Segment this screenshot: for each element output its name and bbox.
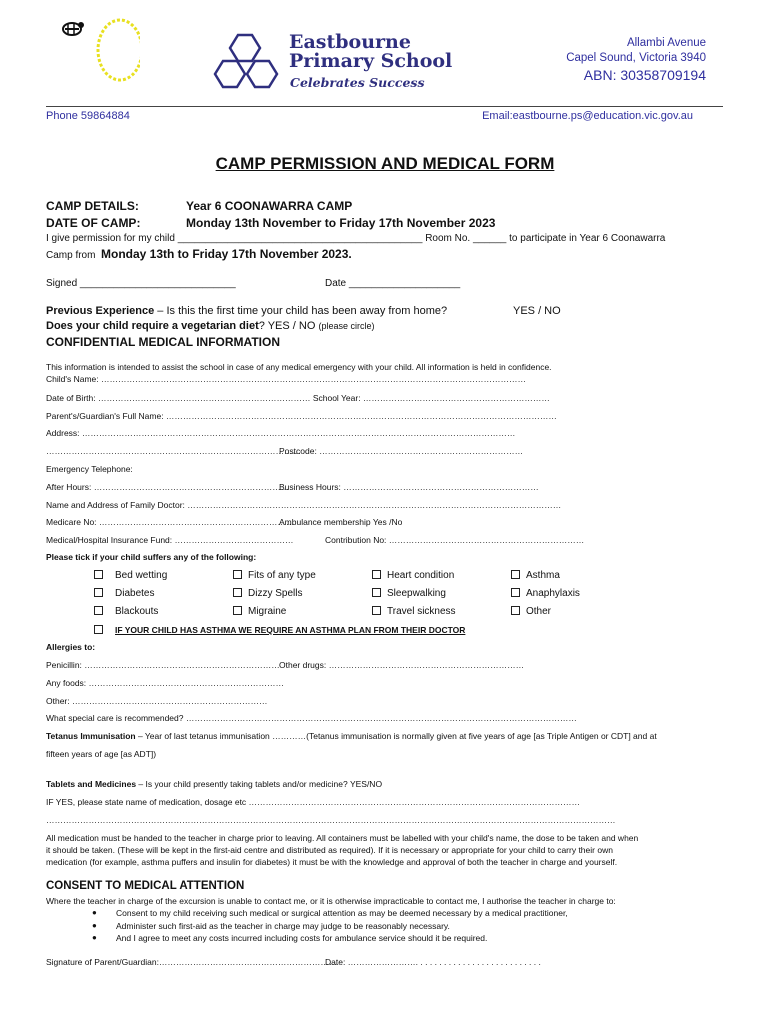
consent-heading: CONSENT TO MEDICAL ATTENTION	[46, 880, 245, 892]
checkbox-icon	[94, 570, 103, 579]
camp-details-label: CAMP DETAILS:	[46, 199, 139, 213]
vegetarian-question	[46, 320, 374, 332]
vegetarian-answer[interactable]: ? YES / NO	[258, 320, 319, 332]
consent-intro: Where the teacher in charge of the excursion is unable to contact me, or it is otherwise impracticable to contact me, I authorise the teacher in charge to:	[46, 896, 616, 906]
checkbox-diabetes[interactable]	[94, 588, 154, 599]
asthma-plan-notice: IF YOUR CHILD HAS ASTHMA WE REQUIRE AN ASTHMA PLAN FROM THEIR DOCTOR	[115, 625, 466, 635]
checkbox-icon	[94, 625, 103, 634]
medical-intro: This information is intended to assist the school in case of any medical emergency with your child. All information is held in confidence.	[46, 362, 552, 372]
ambulance-membership-field[interactable]: Ambulance membership Yes /No	[279, 517, 403, 527]
family-doctor-field[interactable]: Name and Address of Family Doctor: ……………………………………………………………………………………………………………………	[46, 500, 562, 510]
permission-statement[interactable]: I give permission for my child ____________________________________________ Room No. ______ to participate in Year 6 Coonawarra	[46, 233, 666, 244]
tablets-text: – Is your child presently taking tablets and/or medicine? YES/NO	[136, 779, 383, 789]
tablets-label: Tablets and Medicines	[46, 779, 137, 789]
parent-signature-field[interactable]: Signature of Parent/Guardian:………………………………………………………	[46, 957, 338, 967]
condition-label: Fits of any type	[248, 570, 316, 581]
checkbox-icon	[511, 606, 520, 615]
previous-experience-question	[46, 305, 447, 317]
contribution-field[interactable]: Contribution No: ……………………………………………………………	[325, 535, 585, 545]
address-line1: Allambi Avenue	[626, 37, 706, 49]
checkbox-icon	[372, 588, 381, 597]
bullet-icon: ●	[92, 908, 97, 917]
checkbox-travel-sickness[interactable]	[372, 606, 456, 617]
condition-label: Sleepwalking	[387, 588, 446, 599]
checkbox-migraine[interactable]	[233, 606, 286, 617]
checkbox-anaphylaxis[interactable]	[511, 588, 580, 599]
checkbox-fits[interactable]	[233, 570, 316, 581]
school-name-line1: Eastbourne	[289, 31, 411, 53]
date-of-camp-label: DATE OF CAMP:	[46, 216, 141, 230]
bee-logo-icon	[50, 12, 140, 87]
form-title: CAMP PERMISSION AND MEDICAL FORM	[215, 154, 555, 173]
vegetarian-note: (please circle)	[318, 321, 375, 331]
checkbox-icon	[233, 588, 242, 597]
special-care-field[interactable]: What special care is recommended? …………………………………………………………………………………………………………………………	[46, 713, 577, 723]
signed-field[interactable]: Signed ____________________________	[46, 278, 236, 289]
school-name-line2: Primary School	[289, 50, 453, 72]
checkbox-asthma[interactable]	[511, 570, 560, 581]
checkbox-icon	[372, 570, 381, 579]
insurance-fund-field[interactable]: Medical/Hospital Insurance Fund: ……………………………………	[46, 535, 294, 545]
condition-label: Dizzy Spells	[248, 588, 303, 599]
consent-bullet-2: Administer such first-aid as the teacher in charge may judge to be reasonably necessary.	[116, 921, 450, 931]
checkbox-heart-condition[interactable]	[372, 570, 454, 581]
phone-number: Phone 59864884	[46, 110, 130, 122]
address-line2: Capel Sound, Victoria 3940	[566, 52, 706, 64]
condition-label: Diabetes	[115, 588, 155, 599]
any-foods-field[interactable]: Any foods: ……………………………………………………………	[46, 678, 285, 688]
medicare-field[interactable]: Medicare No: ……………………………………………………………	[46, 517, 295, 527]
other-allergy-field[interactable]: Other: ……………………………………………………………	[46, 696, 268, 706]
header-divider	[46, 106, 723, 107]
address-line2-field[interactable]: ………………………………………………………………………………	[46, 446, 301, 456]
school-tagline: Celebrates Success	[290, 75, 425, 90]
checkbox-icon	[372, 606, 381, 615]
tick-conditions-heading: Please tick if your child suffers any of the following:	[46, 552, 257, 562]
date-of-camp-value: Monday 13th November to Friday 17th November 2023	[186, 216, 496, 230]
bullet-icon: ●	[92, 921, 97, 930]
other-drugs-field[interactable]: Other drugs: ……………………………………………………………	[279, 660, 525, 670]
condition-label: Other	[526, 606, 552, 617]
checkbox-bed-wetting[interactable]	[94, 570, 167, 581]
medical-heading: CONFIDENTIAL MEDICAL INFORMATION	[46, 335, 280, 349]
condition-label: Asthma	[526, 570, 560, 581]
school-hexagon-logo-icon	[212, 32, 284, 92]
medication-note-line3: medication (for example, asthma puffers and insulin for diabetes) it must be with the knowledge and approval of both the teacher in charge and yourself.	[46, 857, 618, 867]
condition-label: Anaphylaxis	[526, 588, 580, 599]
checkbox-icon	[511, 570, 520, 579]
medication-details-field[interactable]: IF YES, please state name of medication, dosage etc ………………………………………………………………………………………………………	[46, 797, 581, 807]
email-address[interactable]: Email:eastbourne.ps@education.vic.gov.au	[482, 110, 693, 122]
tetanus-text: – Year of last tetanus immunisation …………(Tetanus immunisation is normally given at five years of age [as Triple Antigen or CDT] and at	[135, 731, 657, 741]
consent-bullet-1: Consent to my child receiving such medical or surgical attention as may be deemed necessary by a medical practitioner,	[116, 908, 568, 918]
condition-label: Migraine	[248, 606, 287, 617]
allergies-heading: Allergies to:	[46, 642, 96, 652]
bullet-icon: ●	[92, 933, 97, 942]
checkbox-icon	[511, 588, 520, 597]
business-hours-field[interactable]: Business Hours: ……………………………………………………………	[279, 482, 539, 492]
condition-label: Bed wetting	[115, 570, 168, 581]
abn-number: ABN: 30358709194	[583, 67, 706, 83]
checkbox-dizzy-spells[interactable]	[233, 588, 302, 599]
previous-experience-answer[interactable]: YES / NO	[513, 305, 561, 317]
medication-note-line1: All medication must be handed to the teacher in charge prior to leaving. All containers must be labelled with your child's name, the dose to be taken and when	[46, 833, 639, 843]
camp-from-dates: Monday 13th to Friday 17th November 2023.	[101, 247, 352, 261]
checkbox-other[interactable]	[511, 606, 551, 617]
tetanus-text-continued: fifteen years of age [as ADT])	[46, 749, 157, 759]
medication-details-field-2[interactable]: …………………………………………………………………………………………………………………………………………………………………………………	[46, 815, 616, 825]
guardian-name-field[interactable]: Parent's/Guardian's Full Name: …………………………………………………………………………………………………………………………	[46, 411, 557, 421]
tablets-line[interactable]	[46, 779, 382, 789]
condition-label: Heart condition	[387, 570, 455, 581]
after-hours-field[interactable]: After Hours: ……………………………………………………………	[46, 482, 290, 492]
emergency-telephone-label: Emergency Telephone:	[46, 464, 133, 474]
childs-name-field[interactable]: Child's Name: ……………………………………………………………………………………………………………………………………	[46, 374, 527, 384]
tetanus-line[interactable]	[46, 731, 657, 741]
checkbox-blackouts[interactable]	[94, 606, 158, 617]
penicillin-field[interactable]: Penicillin: ……………………………………………………………	[46, 660, 280, 670]
consent-date-field[interactable]: Date: ……………………. . . . . . . . . . . . . . . . . . . . . . . . . . .	[325, 957, 541, 967]
checkbox-asthma-plan[interactable]	[94, 625, 465, 636]
checkbox-icon	[94, 606, 103, 615]
address-field[interactable]: Address: ………………………………………………………………………………………………………………………………………	[46, 428, 516, 438]
consent-bullet-3: And I agree to meet any costs incurred including costs for ambulance service should it be required.	[116, 933, 488, 943]
medication-note-line2: it should be taken. (These will be kept in the first-aid centre and distributed as required). If it is necessary or appropriate for your child to carry their own	[46, 845, 613, 855]
condition-label: Travel sickness	[387, 606, 456, 617]
previous-experience-label: Previous Experience	[46, 305, 155, 317]
condition-label: Blackouts	[115, 606, 159, 617]
camp-from-label: Camp from	[46, 250, 96, 261]
checkbox-icon	[233, 606, 242, 615]
date-of-birth-field[interactable]: Date of Birth: ………………………………………………………………… School Year: …………………………………………………………	[46, 393, 550, 403]
checkbox-sleepwalking[interactable]	[372, 588, 446, 599]
previous-experience-text: – Is this the first time your child has been away from home?	[154, 305, 448, 317]
postcode-field[interactable]: Postcode: ………………………………………………………………	[279, 446, 524, 456]
camp-details-value: Year 6 COONAWARRA CAMP	[186, 199, 353, 213]
vegetarian-label: Does your child require a vegetarian diet	[46, 320, 259, 332]
checkbox-icon	[94, 588, 103, 597]
tetanus-label: Tetanus Immunisation	[46, 731, 136, 741]
checkbox-icon	[233, 570, 242, 579]
date-field[interactable]: Date ____________________	[325, 278, 461, 289]
